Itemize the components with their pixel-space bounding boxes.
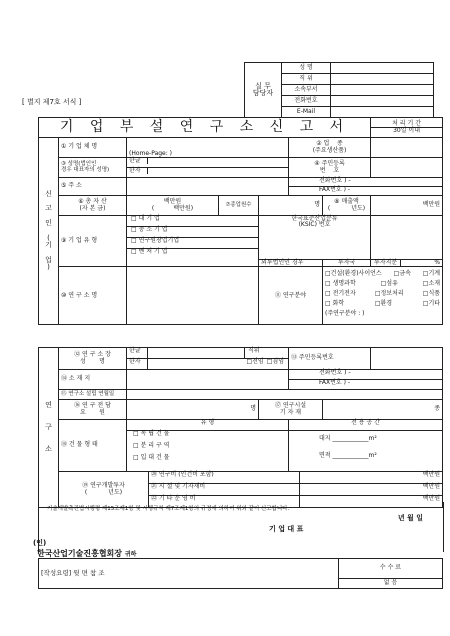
main-form xyxy=(38,117,443,325)
recipient-name: 한국산업기술진흥협회장 xyxy=(37,549,123,558)
bizno-value[interactable] xyxy=(371,138,443,158)
area-floor[interactable]: 면적 ____________m² xyxy=(319,452,377,459)
type-label: ⑨ 기 업 유 형 xyxy=(59,216,127,267)
form-number: [ 별지 제7호 서식 ] xyxy=(22,98,82,106)
ksic-label: 한국표준산업분류 (KSIC) 번호 xyxy=(259,216,371,260)
bld-type-independent[interactable]: □ 독 립 건 물 xyxy=(133,430,170,437)
officer-email-value[interactable] xyxy=(331,107,434,118)
field-info[interactable]: □정보처리 xyxy=(374,290,404,298)
capital-unit: 백만원 ( 백만원) xyxy=(127,196,219,216)
field-bio[interactable]: □ 생명과학 xyxy=(325,280,356,288)
invest-facility: ㉑ 시 설 및 기자재비 xyxy=(151,483,206,490)
type-option-researcher[interactable]: □ 연구원창업기업 xyxy=(127,238,258,249)
field-fiber[interactable]: □섬유 xyxy=(380,280,398,288)
est-label: ⑮ 연구소 설립 연월일 xyxy=(59,390,127,400)
side-lab: 연 구 소 xyxy=(39,348,59,508)
rep-hangul-label: 한글 xyxy=(127,158,148,164)
officer-row-tel: 전화번호 xyxy=(282,96,331,107)
type-option-large[interactable]: □ 대 기 업 xyxy=(127,216,258,227)
officer-row-email: E-Mail xyxy=(282,107,331,118)
ratio-label: 투자지분 xyxy=(371,260,401,267)
officer-tel-value[interactable] xyxy=(331,96,434,107)
invest-other-unit: 백만원 xyxy=(299,496,442,507)
foreign-label: 외투법인인 경우 xyxy=(259,260,323,267)
sign-date: 년 월 일 xyxy=(397,514,423,522)
head-position-label: 직위 xyxy=(244,348,288,358)
invest-facility-unit: 백만원 xyxy=(299,484,442,495)
idno-label: ④ 주민등록 번 호 xyxy=(289,158,371,178)
invest-research: ⑳ 연구비 (인건비 포함) xyxy=(151,471,214,478)
guide: [작성요령] 뒷 면 참 조 xyxy=(39,559,339,589)
head-fulltime[interactable]: □전임 xyxy=(246,358,264,365)
footer-table xyxy=(38,558,443,589)
invest-research-unit: 백만원 xyxy=(299,472,442,483)
area-site[interactable]: 대지 ____________m² xyxy=(319,435,377,442)
company-tel: 전화번호 ) - xyxy=(289,178,442,187)
rep-label: ③ 성명(법인인 경우 대표자의 성명) xyxy=(59,158,127,178)
head-hangul-label: 한글 xyxy=(127,348,148,358)
capital-label: ⑥ 총 자 산 (자 본 금) xyxy=(59,196,127,216)
fee-value: 없 음 xyxy=(339,579,443,589)
period-label: 처 리 기 간 xyxy=(371,121,442,128)
bizno-label: ② 업 종 (주요생산품) xyxy=(289,138,371,158)
ratio-unit: % xyxy=(401,260,443,267)
company-addr-value[interactable] xyxy=(127,178,289,196)
footer-block xyxy=(33,502,444,558)
invest-other: ㉒ 기 타 운 영 비 xyxy=(151,495,196,502)
officer-label: 실 무 담당자 xyxy=(245,63,282,118)
officer-dept-value[interactable] xyxy=(331,85,434,96)
bld-type-head: 유 형 xyxy=(127,420,288,431)
page-title: 기 업 부 설 연 구 소 신 고 서 xyxy=(39,118,371,138)
statement: 기술개발촉진법시행령 제15조제1항 및 시행규칙 제7조제1항의 규정에 의하여 위와 같이 신고합니다. xyxy=(47,506,290,512)
bld-label: ⑱ 건 물 형 태 xyxy=(59,420,127,472)
field-food[interactable]: □식품 xyxy=(422,290,441,298)
staff-label: ⑯ 연 구 전 담 요 원 xyxy=(59,400,127,420)
head-parttime[interactable]: □겸임 xyxy=(266,358,284,365)
est-value[interactable] xyxy=(127,390,443,400)
side-company: 신 고 인 ( 기 업 ) xyxy=(39,138,59,325)
officer-row-name: 성 명 xyxy=(282,63,331,74)
equip-label: ⑰ 연구시설 기 자 재 xyxy=(259,400,323,420)
seal: (인) xyxy=(33,539,47,547)
officer-position-value[interactable] xyxy=(331,74,434,85)
bld-type-separate[interactable]: □ 분 리 구 역 xyxy=(133,442,170,449)
head-label: ⑫ 연 구 소 장 성 명 xyxy=(59,348,127,370)
company-addr-label: ⑤ 주 소 xyxy=(59,178,127,196)
sales-unit: 백만원 xyxy=(371,196,443,216)
officer-name-value[interactable] xyxy=(331,63,434,74)
recipient-suffix: 귀하 xyxy=(124,551,137,558)
employees-unit: 명 xyxy=(259,196,323,216)
investor-label: 투자국 xyxy=(323,260,371,267)
officer-row-dept: 소속부서 xyxy=(282,85,331,96)
type-option-sme[interactable]: □ 중 소 기 업 xyxy=(127,227,258,238)
lab-fax: FAX번호 ) - xyxy=(319,379,351,386)
field-construction[interactable]: □건설(환경)사이언스 xyxy=(325,270,382,278)
lab-addr-label: ⑭ 소 재 지 xyxy=(59,370,127,390)
lab-form xyxy=(38,347,443,508)
type-option-venture[interactable]: □ 벤 처 기 업 xyxy=(131,248,168,255)
idno-value[interactable] xyxy=(371,158,443,178)
field-metal[interactable]: □금속 xyxy=(393,270,411,278)
ksic-value[interactable] xyxy=(371,216,443,260)
field-material[interactable]: □소재 xyxy=(422,280,441,288)
head-id-value[interactable] xyxy=(371,348,443,370)
field-machine[interactable]: □기계 xyxy=(422,270,441,278)
company-name-label: ① 기 업 체 명 xyxy=(59,138,127,158)
head-hanja-label: 한자 xyxy=(127,359,148,369)
field-other[interactable]: □기타 xyxy=(422,300,441,308)
fields-note: (주연구분야 : ) xyxy=(325,310,365,318)
fee-label: 수 수 료 xyxy=(339,559,443,579)
officer-row-position: 직 위 xyxy=(282,74,331,85)
period-value: 30일 이내 xyxy=(393,127,421,134)
signer: 기 업 대 표 xyxy=(269,525,304,533)
homepage-field[interactable]: (Home-Page: ) xyxy=(127,138,289,158)
rep-hanja-label: 한자 xyxy=(127,168,148,174)
field-label: ⑪ 연구분야 xyxy=(259,267,323,325)
lab-addr-value[interactable] xyxy=(127,370,289,390)
lab-name-label: ⑩ 연 구 소 명 xyxy=(59,267,127,325)
company-fax: FAX번호 ) - xyxy=(319,186,351,193)
lab-name-value[interactable] xyxy=(127,267,259,325)
head-id-label: ⑬ 주민등록번호 xyxy=(289,348,371,370)
officer-box xyxy=(244,62,434,118)
field-chem[interactable]: □ 화학 xyxy=(325,300,345,308)
employees-label: ⑦종업원수 xyxy=(219,196,259,216)
field-env[interactable]: □환경 xyxy=(374,300,393,308)
sales-label: ⑧ 매출액 ( 년도) xyxy=(323,196,371,216)
bld-type-rent[interactable]: □ 입 대 건 물 xyxy=(133,454,170,461)
staff-unit: 명 xyxy=(127,400,259,420)
field-electric[interactable]: □ 전기전자 xyxy=(325,290,356,298)
invest-label: ⑲ 연구개발투자 ( 년도) xyxy=(59,472,149,508)
lab-tel: 전화번호 ) - xyxy=(289,370,442,380)
bld-space-head: 전 용 공 간 xyxy=(289,420,442,431)
equip-unit: 종 xyxy=(323,400,443,420)
